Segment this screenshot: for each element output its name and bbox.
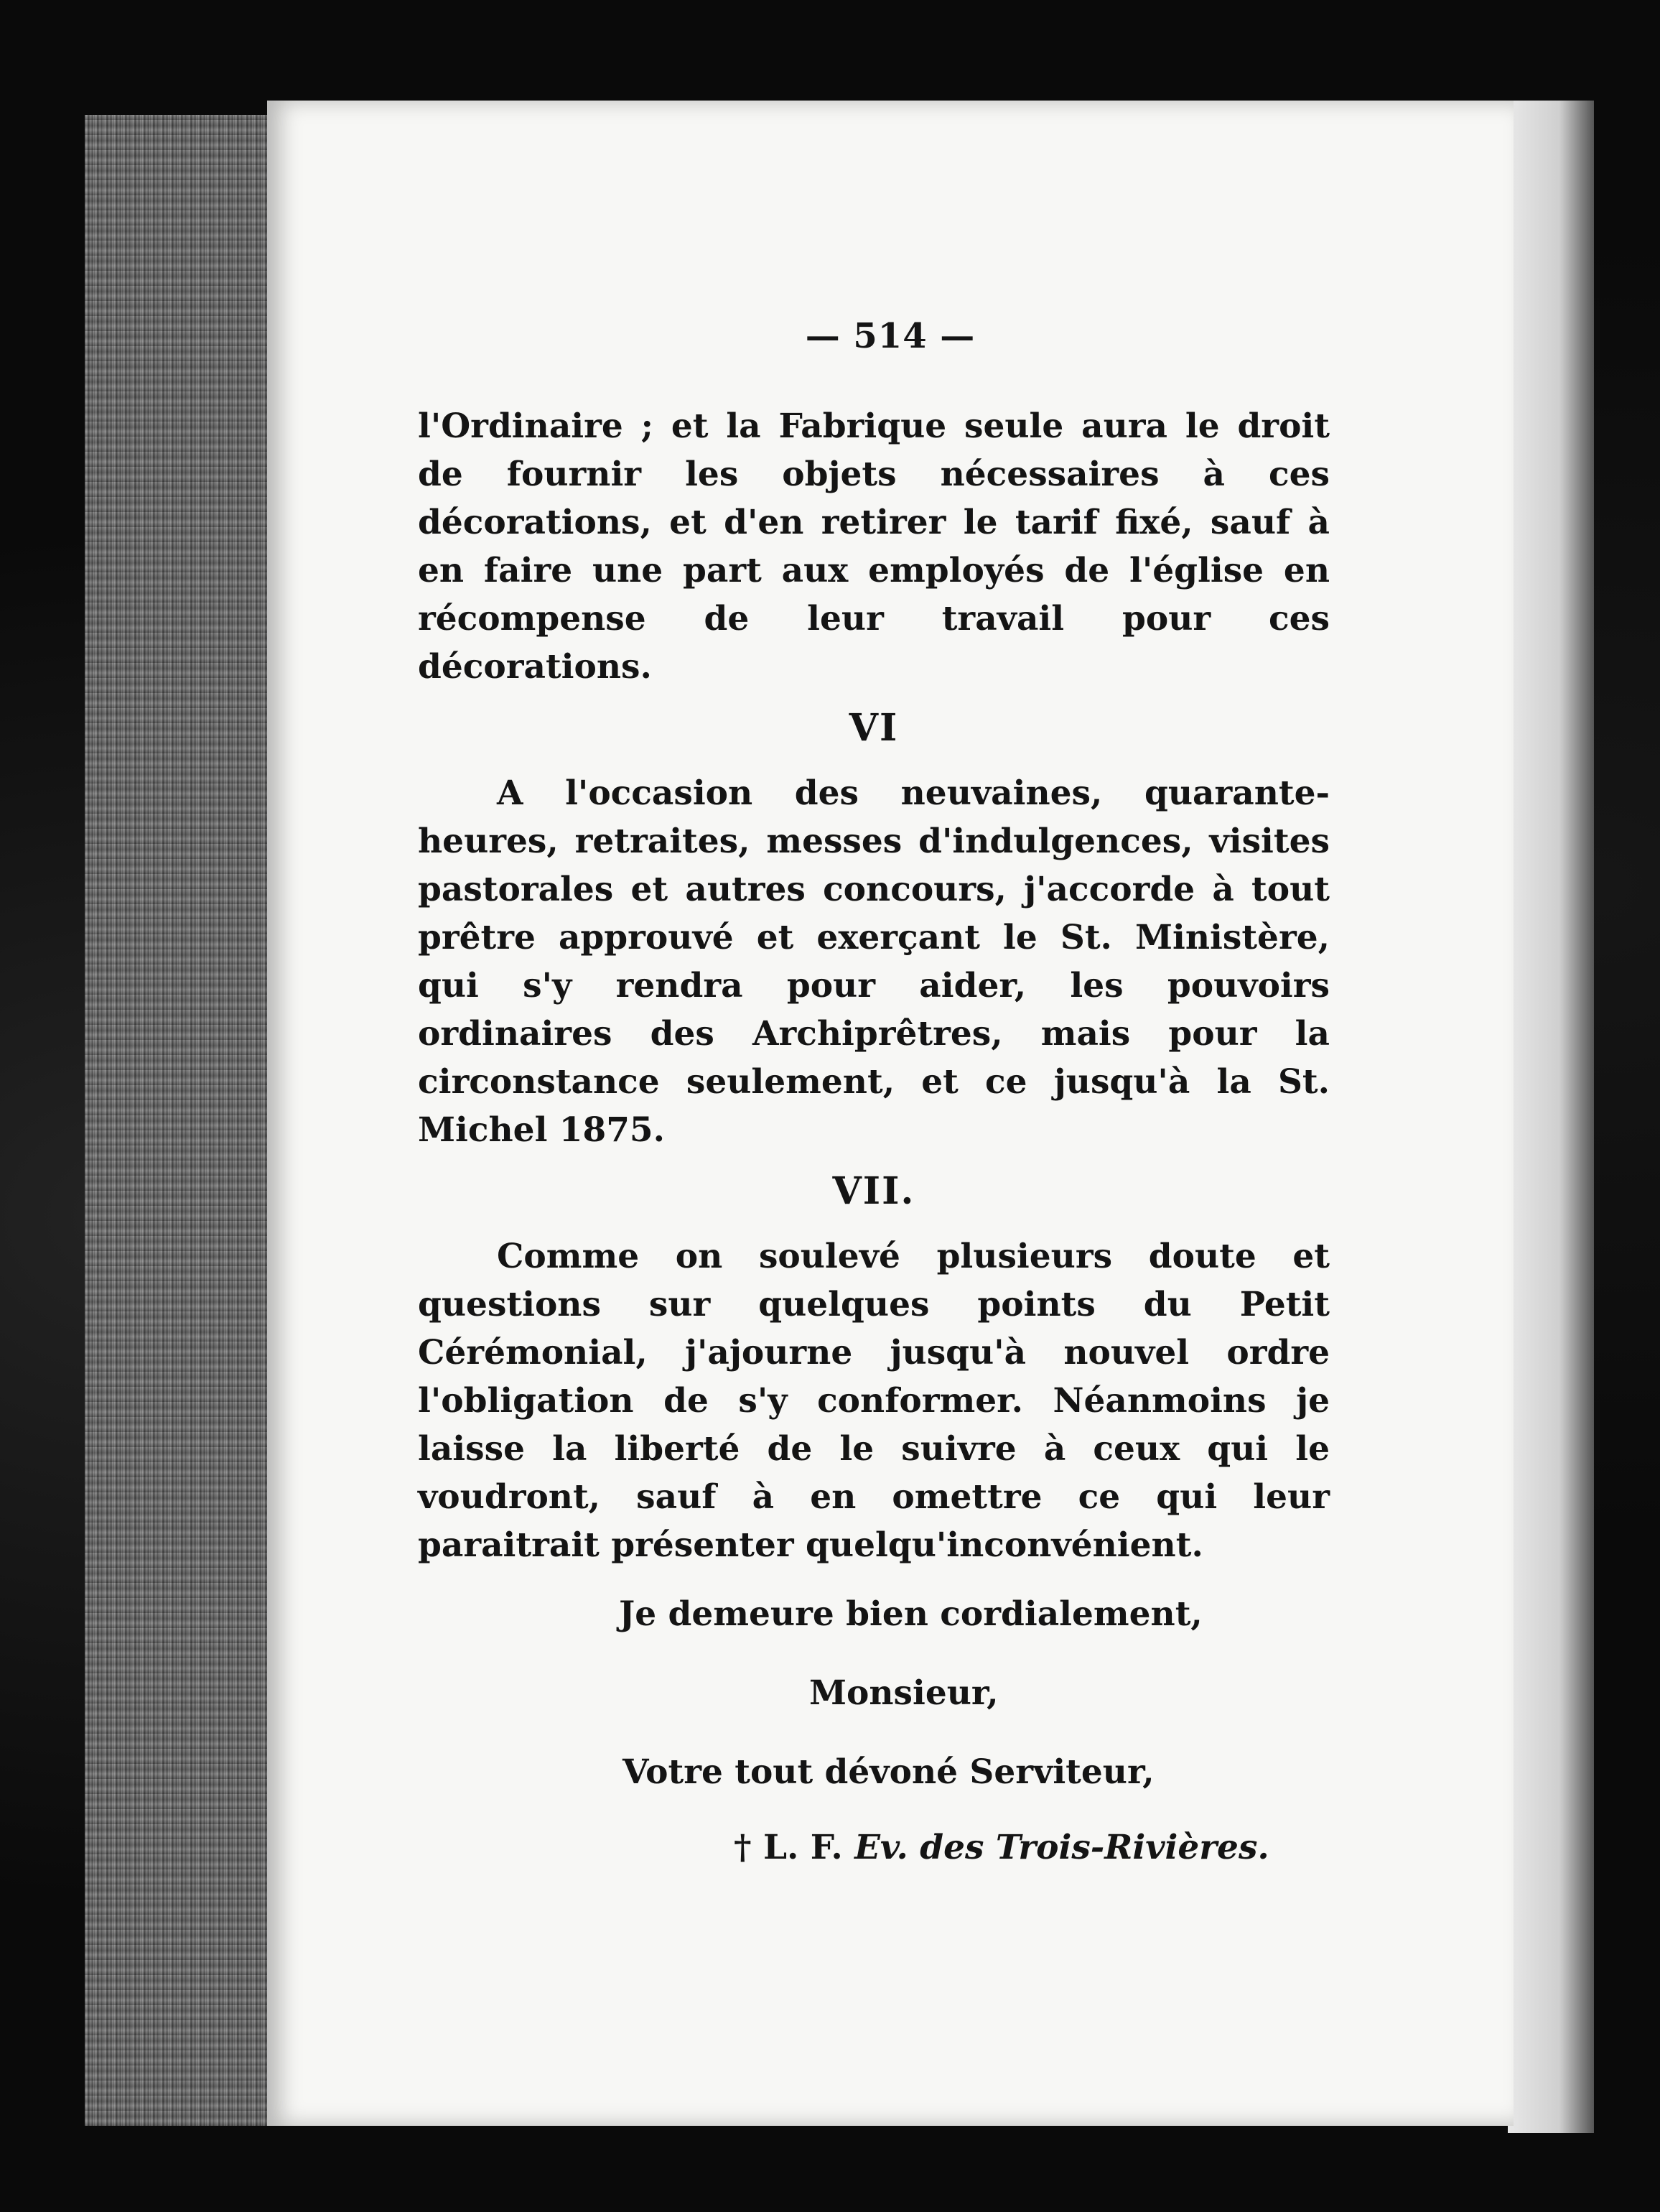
closing-servant: Votre tout dévoné Serviteur,: [622, 1752, 1155, 1792]
book-back-pages: [1508, 101, 1594, 2133]
page-text: [418, 402, 1330, 1884]
signature: [418, 1812, 1330, 1884]
paragraph-continuation: l'Ordinaire ; et la Fabrique seule aura le droit de fournir les objets nécessaires à ces décorations, et d'en retirer le tarif fixé, sauf à en faire une part aux employés de l'église en récompense de leur travail pour ces décorations.: [418, 406, 1330, 687]
signature-title: Ev. des Trois-Rivières.: [854, 1828, 1269, 1867]
letter-closing: [418, 1569, 1330, 1884]
paragraph-vii: Comme on soulevé plusieurs doute et questions sur quelques points du Petit Cérémonial, j'ajourne jusqu'à nouvel ordre l'obligation de s'y conformer. Néanmoins je laisse la liberté de le suivre à ceux qui le voudront, sauf à en omettre ce qui leur paraitrait présenter quelqu'inconvénient.: [418, 1237, 1330, 1565]
book-page: [267, 101, 1514, 2126]
closing-address: Monsieur,: [809, 1673, 999, 1713]
section-heading-vi: VI: [849, 706, 899, 750]
paragraph-vi: A l'occasion des neuvaines, quarante-heures, retraites, messes d'indulgences, visites pastorales et autres concours, j'accorde à tout prêtre approuvé et exerçant le St. Ministère, qui s'y rendra pour aider, les pouvoirs ordinaires des Archiprêtres, mais pour la circonstance seulement, et ce jusqu'à la St. Michel 1875.: [418, 773, 1330, 1150]
page-number: — 514 —: [805, 316, 976, 356]
book-page-edges: [85, 115, 271, 2126]
signature-initials: † L. F.: [734, 1828, 843, 1867]
section-heading-vii: VII.: [832, 1169, 915, 1213]
closing-salutation: Je demeure bien cordialement,: [619, 1594, 1203, 1634]
